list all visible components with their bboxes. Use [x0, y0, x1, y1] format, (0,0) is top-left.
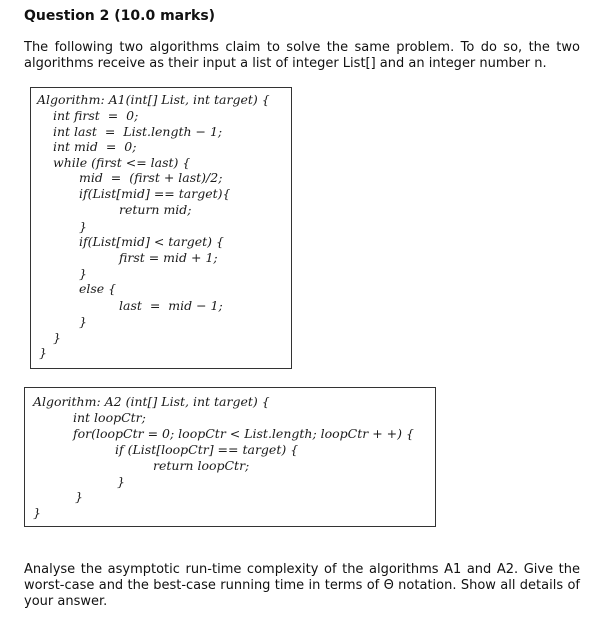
code-line: int loopCtr;	[73, 410, 146, 425]
code-line: return mid;	[119, 202, 192, 217]
code-line: int last = List.length − 1;	[53, 124, 223, 139]
code-line: }	[75, 489, 83, 504]
question-intro: The following two algorithms claim to solve the same problem. To do so, the two algorithms receive as their input a list of integer List[] and an integer number n.	[24, 40, 580, 71]
code-line: if(List[mid] < target) {	[79, 234, 224, 249]
code-line: Algorithm: A2 (int[] List, int target) {	[33, 394, 270, 409]
code-line: }	[39, 345, 47, 360]
code-line: }	[53, 330, 61, 345]
code-line: first = mid + 1;	[119, 250, 218, 265]
code-line: last = mid − 1;	[119, 298, 223, 313]
code-line: }	[79, 219, 87, 234]
code-line: }	[79, 266, 87, 281]
code-line: int first = 0;	[53, 108, 139, 123]
code-line: Algorithm: A1(int[] List, int target) {	[37, 92, 270, 107]
code-line: }	[33, 505, 41, 520]
code-line: while (first <= last) {	[53, 155, 191, 170]
code-line: }	[79, 314, 87, 329]
code-line: if (List[loopCtr] == target) {	[115, 442, 299, 457]
code-line: else {	[79, 281, 117, 296]
code-line: return loopCtr;	[153, 458, 250, 473]
question-task: Analyse the asymptotic run-time complexity of the algorithms A1 and A2. Give the worst-case and the best-case running time in terms of Θ notation. Show all details of your answer.	[24, 562, 580, 609]
code-line: mid = (first + last)/2;	[79, 170, 223, 185]
algorithm-a1-box	[30, 87, 292, 369]
code-line: }	[117, 474, 125, 489]
question-title: Question 2 (10.0 marks)	[24, 8, 216, 24]
code-line: for(loopCtr = 0; loopCtr < List.length; loopCtr + +) {	[73, 426, 414, 441]
code-line: int mid = 0;	[53, 139, 137, 154]
code-line: if(List[mid] == target){	[79, 186, 231, 201]
algorithm-a2-box	[24, 387, 436, 527]
